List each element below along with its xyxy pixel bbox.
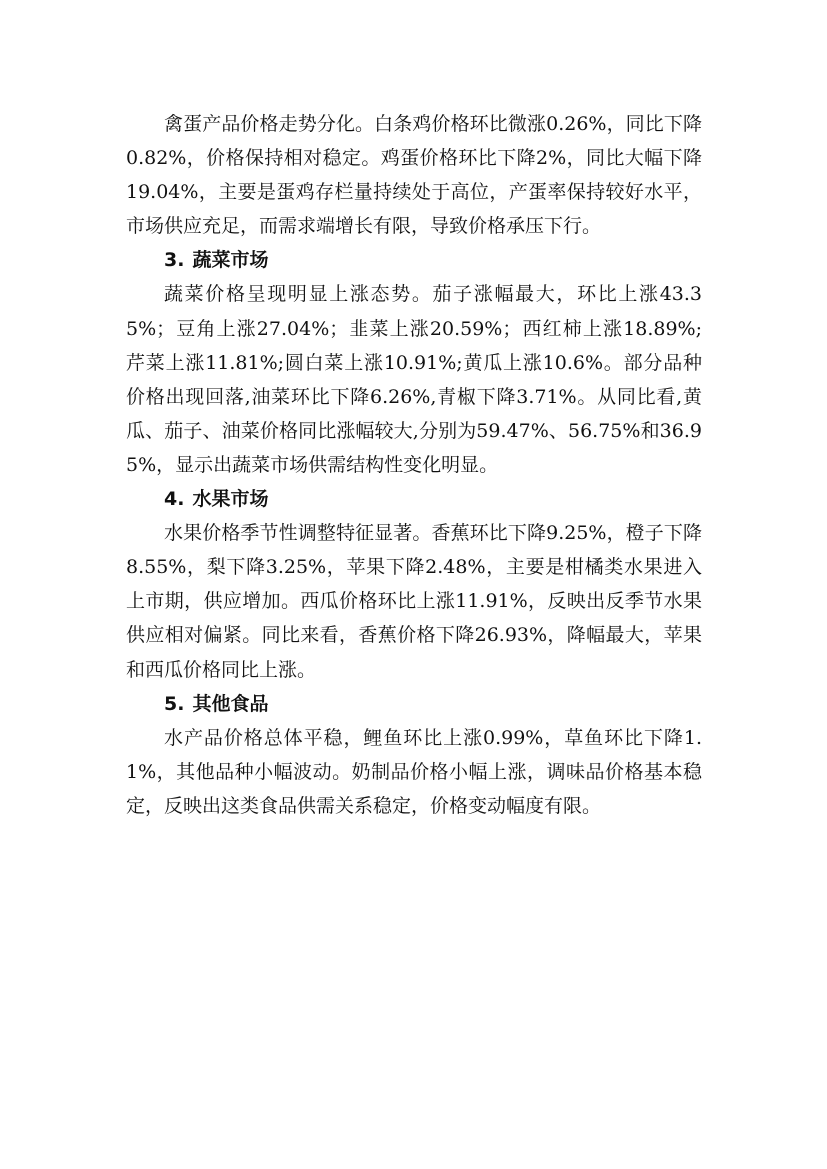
- section-heading-other-foods: [126, 687, 702, 721]
- section-number: 5.: [164, 692, 185, 715]
- paragraph-fruits: 水果价格季节性调整特征显著。香蕉环比下降9.25%，橙子下降8.55%，梨下降3.25%，苹果下降2.48%，主要是柑橘类水果进入上市期，供应增加。西瓜价格环比上涨11.91%，反映出反季节水果供应相对偏紧。同比来看，香蕉价格下降26.93%，降幅最大，苹果和西瓜价格同比上涨。: [126, 522, 702, 681]
- section-number: 3.: [164, 249, 185, 272]
- section-heading-vegetables: [126, 243, 702, 277]
- paragraph-vegetables: 蔬菜价格呈现明显上涨态势。茄子涨幅最大，环比上涨43.35%；豆角上涨27.04%；韭菜上涨20.59%；西红柿上涨18.89%;芹菜上涨11.81%;圆白菜上涨10.91%;黄瓜上涨10.6%。部分品种价格出现回落,油菜环比下降6.26%,青椒下降3.71%。从同比看,黄瓜、茄子、油菜价格同比涨幅较大,分别为59.47%、56.75%和36.95%，显示出蔬菜市场供需结构性变化明显。: [126, 283, 702, 476]
- section-title: 蔬菜市场: [192, 249, 269, 272]
- paragraph-poultry-eggs: 禽蛋产品价格走势分化。白条鸡价格环比微涨0.26%，同比下降0.82%，价格保持相对稳定。鸡蛋价格环比下降2%，同比大幅下降19.04%，主要是蛋鸡存栏量持续处于高位，产蛋率保持较好水平，市场供应充足，而需求端增长有限，导致价格承压下行。: [126, 113, 702, 238]
- section-title: 水果市场: [192, 488, 269, 511]
- paragraph-other-foods: 水产品价格总体平稳，鲤鱼环比上涨0.99%，草鱼环比下降1.1%，其他品种小幅波动。奶制品价格小幅上涨，调味品价格基本稳定，反映出这类食品供需关系稳定，价格变动幅度有限。: [126, 726, 702, 817]
- document-body: [126, 107, 702, 823]
- section-heading-fruits: [126, 482, 702, 516]
- section-number: 4.: [164, 488, 185, 511]
- section-title: 其他食品: [192, 692, 269, 715]
